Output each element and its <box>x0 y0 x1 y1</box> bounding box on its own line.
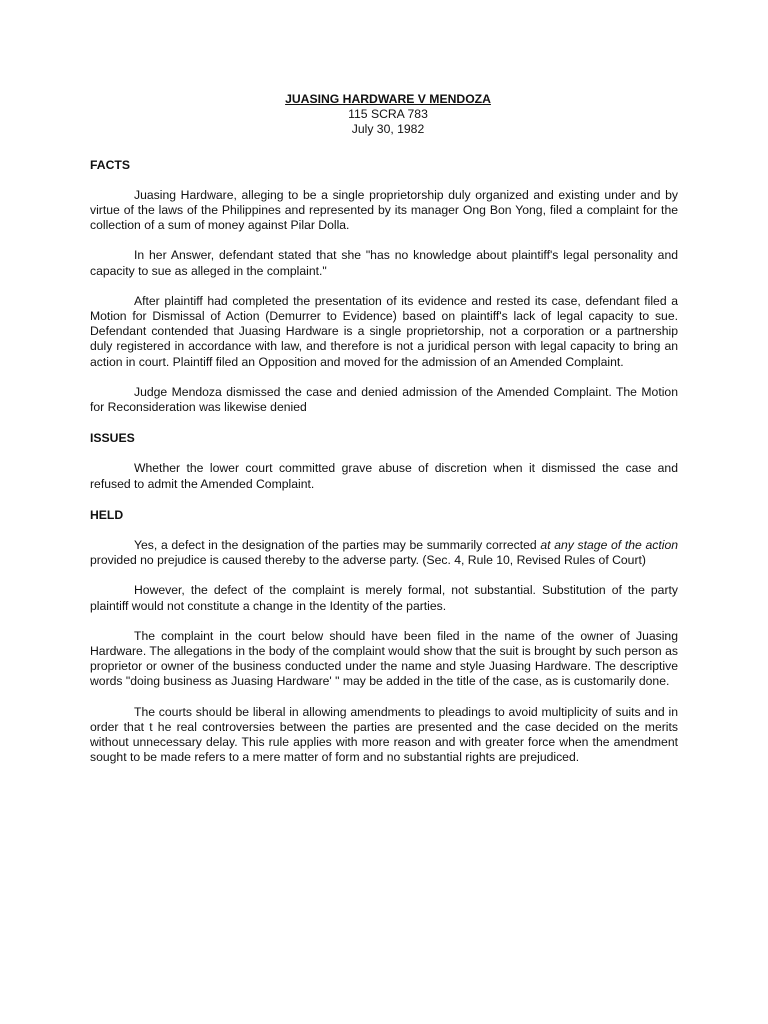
case-citation: 115 SCRA 783 <box>348 107 428 122</box>
facts-paragraph-4: Judge Mendoza dismissed the case and denied admission of the Amended Complaint. The Motion for Reconsideration was likewise denied <box>90 384 678 415</box>
held-paragraph-1-text-a: Yes, a defect in the designation of the parties may be summarily corrected <box>134 538 541 553</box>
facts-paragraph-3: After plaintiff had completed the presentation of its evidence and rested its case, defendant filed a Motion for Dismissal of Action (Demurrer to Evidence) based on plaintiff's lack of legal capacity to sue. Defendant contended that Juasing Hardware is a single proprietorship, not a corporation or a partnership duly registered in accordance with law, and therefore is not a juridical person with legal capacity to bring an action in court. Plaintiff filed an Opposition and moved for the admission of an Amended Complaint. <box>90 293 678 369</box>
case-date: July 30, 1982 <box>351 122 425 137</box>
case-title: JUASING HARDWARE V MENDOZA <box>285 92 491 106</box>
case-header <box>98 92 678 138</box>
held-heading: HELD <box>90 507 124 522</box>
facts-paragraph-2: In her Answer, defendant stated that she "has no knowledge about plaintiff's legal personality and capacity to sue as alleged in the complaint." <box>90 248 678 278</box>
held-paragraph-3: The complaint in the court below should have been filed in the name of the owner of Juasing Hardware. The allegations in the body of the complaint would show that the suit is brought by such person as proprietor or owner of the business conducted under the name and style Juasing Hardware. The descriptive words "doing business as Juasing Hardware' " may be added in the title of the case, as is customarily done. <box>90 628 678 689</box>
held-paragraph-2: However, the defect of the complaint is merely formal, not substantial. Substitution of the party plaintiff would not constitute a change in the Identity of the parties. <box>90 583 678 613</box>
issues-paragraph-1: Whether the lower court committed grave abuse of discretion when it dismissed the case and refused to admit the Amended Complaint. <box>90 461 678 491</box>
issues-heading: ISSUES <box>90 431 135 446</box>
facts-heading: FACTS <box>90 157 130 172</box>
held-paragraph-1 <box>90 538 678 568</box>
held-paragraph-1-text-b: provided no prejudice is caused thereby to the adverse party. (Sec. 4, Rule 10, Revised Rules of Court) <box>90 553 646 568</box>
held-paragraph-4: The courts should be liberal in allowing amendments to pleadings to avoid multiplicity of suits and in order that t he real controversies between the parties are presented and the case decided on the merits without unnecessary delay. This rule applies with more reason and with greater force when the amendment sought to be made refers to a mere matter of form and no substantial rights are prejudiced. <box>90 704 678 765</box>
held-paragraph-1-emphasis: at any stage of the action <box>540 538 678 553</box>
facts-paragraph-1: Juasing Hardware, alleging to be a single proprietorship duly organized and existing under and by virtue of the laws of the Philippines and represented by its manager Ong Bon Yong, filed a complaint for the collection of a sum of money against Pilar Dolla. <box>90 187 678 233</box>
